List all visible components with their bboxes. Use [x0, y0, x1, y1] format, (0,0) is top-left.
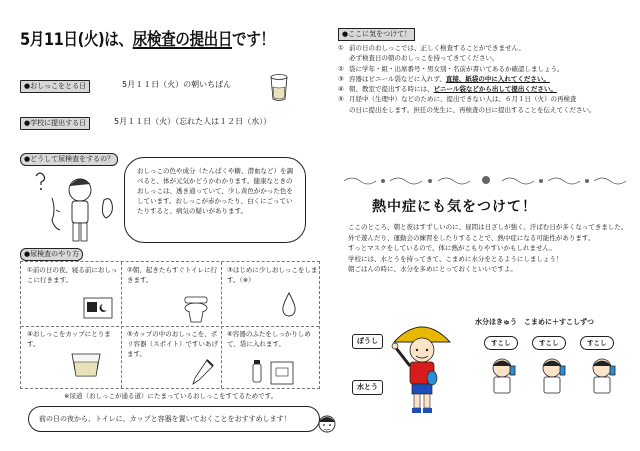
caution-list [338, 43, 628, 115]
step-5: ⑤カップの中のおしっこを、ポリ容器（スポイト）ですいあげます。 [127, 330, 218, 358]
step-1: ①前の日の夜、寝る前におしっこに行きます。 [27, 266, 118, 284]
step-3: ③はじめに少しおしっこをします。（※） [227, 266, 318, 284]
toilet-icon [181, 296, 211, 324]
children-drinking-illustration [480, 354, 630, 398]
why-explanation-bubble [124, 157, 306, 243]
heatstroke-paragraph: ここのところ、朝と夜はすずしいのに、昼間は日ざしが強く、汗ばむ日が多くなってきました。 [348, 223, 628, 231]
caution-item: ① 前の日のおしっこでは、正しく検査することができません。 [338, 44, 525, 52]
caution-item: ③ 容器はビニール袋などに入れず、直接、紙袋の中に入れてください。 [338, 74, 550, 83]
collect-day-label: ●おしっこをとる日 [20, 80, 90, 93]
decorative-border [342, 173, 628, 187]
page-title [20, 30, 278, 54]
droplet-icon [281, 292, 297, 318]
title-highlight: 尿検査の提出日 [132, 30, 233, 50]
heatstroke-paragraph: 学校には、水とうを持ってきて、こまめに水分をとるようにしましょう！ [348, 254, 563, 263]
boy-with-hat-illustration [390, 318, 454, 418]
submit-day-value: 5月１１日（火）（忘れた人は１２日（水）） [114, 117, 272, 126]
heatstroke-paragraph: 朝ごはんの時に、水分を多めにとっておくといいですよ。 [348, 265, 517, 274]
heatstroke-paragraph: すっとマスクをしているので、体に熱がこもりやすいかもしれません。 [348, 244, 556, 253]
heatstroke-title: 熱中症にも気をつけて！ [372, 199, 537, 215]
dropper-icon [189, 358, 215, 386]
hat-label: ぼうし [352, 334, 383, 349]
title-suffix: です！ [232, 30, 275, 50]
caution-item: ④ 朝、教室で提出する時には、ビニール袋などから出して提出ください。 [338, 85, 557, 94]
why-explanation-text: おしっこの色や成分（たんぱくや糖、潜血など）を調べると、体が元気かどうかわかります。健康なときのおしっこは、透き通っていて、少し黄色がかった色をしています。おしっこが赤かったり、白くにごっていたりすると、病気の疑いがあります。 [137, 167, 293, 216]
child-thinking-illustration [30, 170, 130, 250]
collect-day-value: 5月１１日（火）の朝いちばん [122, 80, 232, 89]
submit-day-label: ●学校に提出する日 [20, 117, 90, 130]
nurse-face-icon [316, 412, 338, 436]
step-6: ⑥容器のふたをしっかりしめて、袋に入れます。 [227, 330, 311, 348]
heatstroke-body [340, 222, 630, 275]
caution-item: 必ず検査日の朝のおしっこを持ってきてください。 [349, 54, 499, 63]
howto-label: ●尿検査のやり方 [20, 248, 83, 261]
title-prefix: 5月11日(火)は、 [20, 30, 133, 50]
bedtime-toilet-icon [83, 296, 113, 320]
container-bag-icon [249, 358, 297, 386]
step-2: ②朝、起きたらすぐトイレに行きます。 [127, 266, 218, 284]
howto-note: ※尿道（おしっこが通る道）にたまっているおしっこをすてるためです。 [64, 392, 278, 400]
heatstroke-paragraph: 外で遊んだり、運動会の練習をしたりすることで、熱中症になる可能性があります。 [348, 233, 595, 242]
bottom-tip-text: 前の日の夜から、トイレに、カップと容器を置いておくことをおすすめします！ [39, 415, 291, 423]
step-4: ④おしっこをカップにとります。 [27, 330, 111, 348]
water-bottle-label: 水とう [352, 380, 383, 395]
urine-cup-icon [268, 73, 290, 103]
caution-label: ●ここに気をつけて！ [338, 28, 415, 41]
caution-item: ⑤ 月経中（生理中）などのために、提出できない人は、６月１日（火）の再検査 [338, 95, 577, 104]
cup-icon [69, 350, 103, 380]
caution-item: ② 袋に学年・組・出席番号・男女別・名前が書いてあるか確認しましょう。 [338, 64, 564, 73]
sip-label: すこし [484, 336, 518, 350]
hydration-tip-heading: 水分ほきゅう こまめに＋すこしずつ [475, 318, 594, 326]
sip-label: すこし [580, 336, 614, 350]
sip-label: すこし [532, 336, 566, 350]
caution-item: の日に提出をします。担任の先生に、再検査の日に提出することを伝えてください。 [349, 105, 596, 114]
bottom-tip-bubble [28, 406, 320, 432]
howto-steps-grid [20, 261, 320, 389]
why-label: ●どうして尿検査をするの？ [20, 153, 118, 166]
